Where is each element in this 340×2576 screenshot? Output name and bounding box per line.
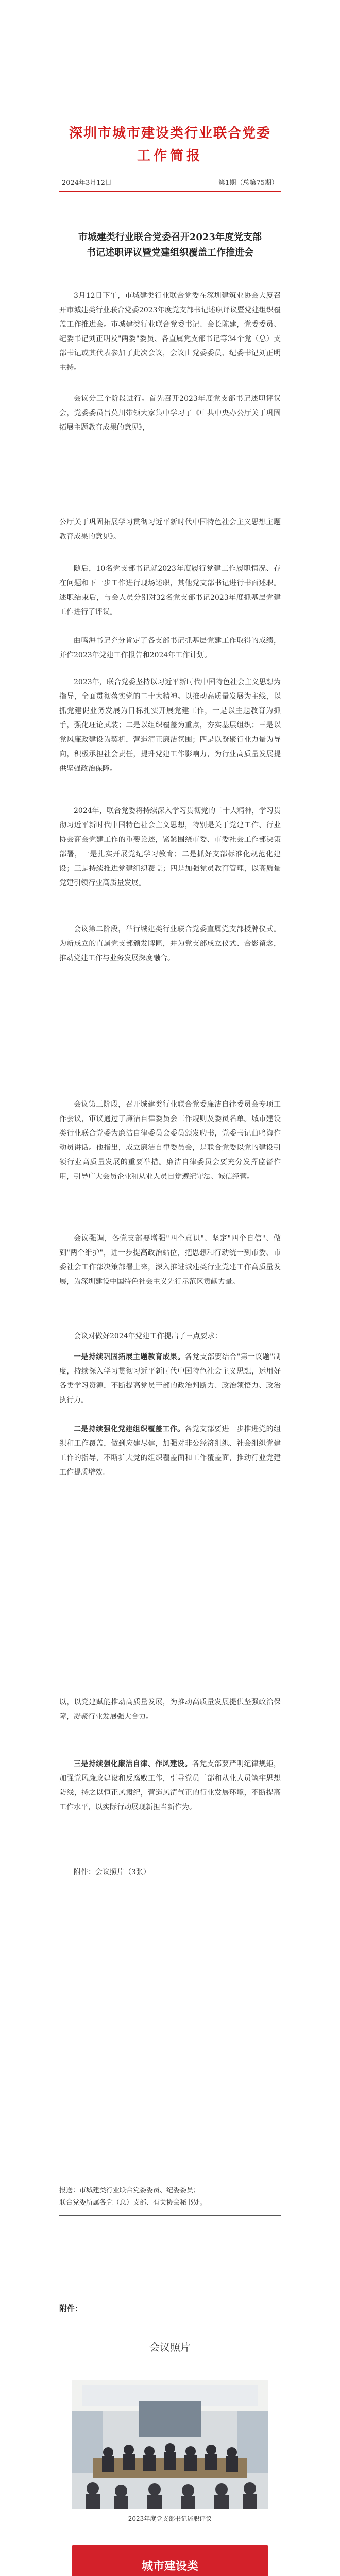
headline-line-1: 市城建类行业联合党委召开2023年度党支部 [78,232,262,243]
paragraph-2024: 2024年，联合党委将持续深入学习贯彻党的二十大精神，学习贯彻习近平新时代中国特色社会主义思想，特别是关于党建工作、行业协会商会党建工作的重要论述，紧紧围绕市委、市委社会工作部决策部署，一是扎实开展党纪学习教育；二是抓好支部标准化规范化建设；三是持续推进党建组织覆盖；四是加强党员教育管理，以高质量党建引领行业高质量发展。 [59,807,281,887]
paragraph-emphasis: 会议强调，各党支部要增强"四个意识"、坚定"四个自信"、做到"两个维护"，进一步提高政治站位，把思想和行动统一到市委、市委社会工作部决策部署上来，深入推进城建类行业党建工作高质量发展，为深圳建设中国特色社会主义先行示范区贡献力量。 [59,1234,281,1286]
paragraph-requirement-2 [59,1422,281,1480]
requirement-1-body: 各党支部要结合"第一议题"制度，持续深入学习贯彻习近平新时代中国特色社会主义思想，运用好各类学习资源，不断提高党员干部的政治判断力、政治领悟力、政治执行力。 [59,1353,281,1404]
paragraph-reports: 随后，10名党支部书记就2023年度履行党建工作履职情况、存在问题和下一步工作进行现场述职，其他党支部书记进行书面述职。述职结束后，与会人员分别对32名党支部书记2023年度抓基层党建工作进行了评议。 [59,565,281,616]
issue-date: 2024年3月12日 [62,179,112,187]
paragraph-stage-three: 会议第三阶段，召开城建类行业联合党委廉洁自律委员会专项工作会议，审议通过了廉洁自律委员会工作规则及委员名单。城市建设类行业联合党委为廉洁自律委员会委员颁发聘书，党委书记曲鸣海作动员讲话。他指出，成立廉洁自律委员会，是联合党委以党的建设引领行业高质量发展的重要举措。廉洁自律委员会要充分发挥监督作用，引导广大会员企业和从业人员自觉遵纪守法、诚信经营。 [59,1100,281,1181]
requirement-3-lead: 三是持续强化廉洁自律、作风建设。 [74,1760,192,1768]
meeting-photo-2 [72,2545,268,2576]
paragraph-summary: 曲鸣海书记充分肯定了各支部书记抓基层党建工作取得的成绩，并作2023年党建工作报告和2024年工作计划。 [59,637,281,659]
requirement-2-lead: 二是持续强化党建组织覆盖工作。 [74,1425,185,1433]
header-divider [59,191,281,192]
masthead [0,0,340,206]
masthead-subtitle: 工作简报 [137,148,203,164]
distribution-send: 报送：市城建类行业联合党委委员、纪委委员； [59,2187,200,2194]
paragraph-continuation: 以，以党建赋能推动高质量发展，为推动高质量发展提供坚强政治保障，凝聚行业发展强大合力。 [59,1698,281,1721]
attachment-label: 附件： [59,2304,83,2313]
meeting-room-image [72,2380,268,2509]
paragraph-agenda-cont: 公厅关于巩固拓展学习贯彻习近平新时代中国特色社会主义思想主题教育成果的意见》。 [59,518,281,541]
photos-title: 会议照片 [149,2341,191,2353]
paragraph-requirements-intro: 会议对做好2024年党建工作提出了三点要求： [74,1332,222,1341]
photo-1-caption: 2023年度党支部书记述职评议 [128,2515,212,2522]
award-banner-line-1: 城市建设类 [141,2560,198,2573]
paragraph-agenda: 会议分三个阶段进行。首先召开2023年度党支部书记述职评议会，党委委员吕莫川带领大家集中学习了《中共中央办公厅关于巩固拓展主题教育成果的意见》， [59,395,281,432]
requirement-1-lead: 一是持续巩固拓展主题教育成果。 [74,1353,185,1361]
paragraph-2023: 2023年，联合党委坚持以习近平新时代中国特色社会主义思想为指导，全面贯彻落实党的二十大精神。以推动高质量发展为主线，以抓党建促业务发展为目标扎实开展党建工作，一是以主题教育为抓手，强化理论武装；二是以组织覆盖为重点，夯实基层组织；三是以党风廉政建设为契机，营造清正廉洁氛围；四是以凝聚行业力量为导向，积极承担社会责任，提升党建工作影响力，为行业高质量发展提供坚强政治保障。 [59,678,281,773]
masthead-meta [62,177,278,187]
paragraph-attachment-note: 附件：会议照片（3张） [74,1868,150,1876]
issue-number: 第1期（总第75期） [218,179,278,187]
distribution-block [59,2184,281,2209]
headline-line-2: 书记述职评议暨党建组织覆盖工作推进会 [87,247,253,258]
paragraph-requirement-3 [59,1757,281,1815]
requirement-3-body: 各党支部要严明纪律规矩，加强党风廉政建设和反腐败工作，引导党员干部和从业人员筑牢思想防线，持之以恒正风肃纪，营造风清气正的行业发展环境，不断提高工作水平，以实际行动展现新担当新作为。 [59,1760,281,1811]
meeting-photo-1 [72,2380,268,2509]
paragraph-stage-two: 会议第二阶段，举行城建类行业联合党委直属党支部授牌仪式。为新成立的直属党支部颁发牌匾，并为党支部成立仪式、合影留念，推动党建工作与业务发展深度融合。 [59,925,281,962]
paragraph-requirement-1 [59,1350,281,1408]
signature-bottom-rule [59,2215,281,2216]
distribution-copy: 联合党委所属各党（总）支部、有关协会秘书处。 [59,2199,207,2207]
headline [59,230,281,261]
masthead-title: 深圳市城市建设类行业联合党委 [69,126,271,141]
paragraph-intro: 3月12日下午，市城建类行业联合党委在深圳建筑业协会大厦召开市城建类行业联合党委2023年度党支部书记述职评议暨党建组织覆盖工作推进会。市城建类行业联合党委书记、会长陈建，党委委员、纪委书记刘正明及"两委"委员、各直属党支部书记等34个党（总）支部书记或其代表参加了此次会议，会议由党委委员、纪委书记刘正明主持。 [59,292,281,372]
requirement-2-body: 各党支部要进一步推进党的组织和工作覆盖，做到应建尽建，加强对非公经济组织、社会组织党建工作的指导，不断扩大党的组织覆盖面和工作覆盖面，推动行业党建工作提质增效。 [59,1425,281,1477]
